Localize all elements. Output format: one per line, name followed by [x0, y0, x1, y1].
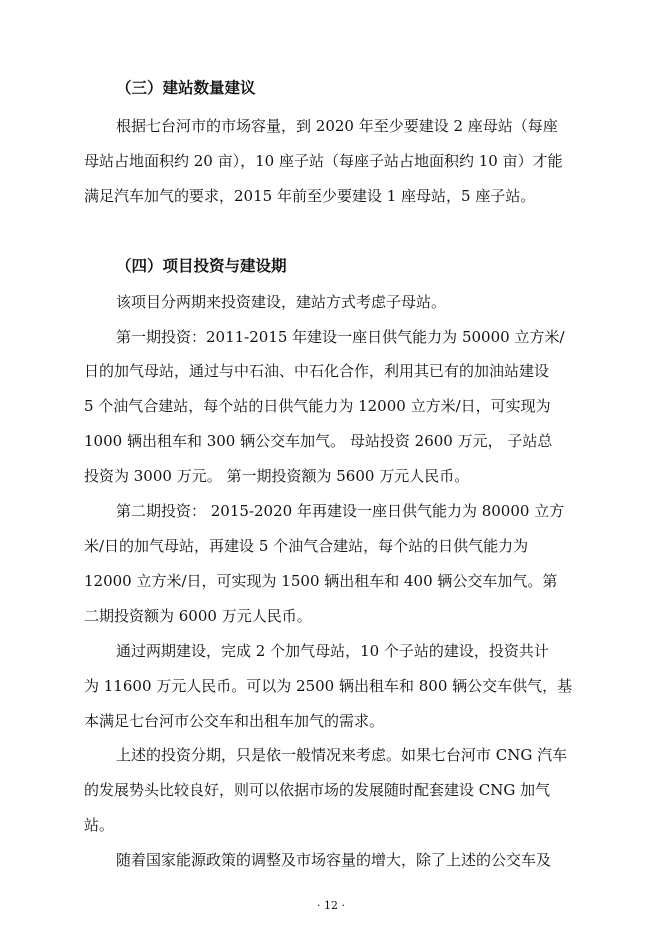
phase-1-paragraph-line: 1000 辆出租车和 300 辆公交车加气。 母站投资 2600 万元， 子站总 — [84, 432, 553, 450]
section-3-paragraph-line: 根据七台河市的市场容量，到 2020 年至少要建设 2 座母站（每座 — [116, 117, 558, 135]
phase-1-paragraph-line: 5 个油气合建站，每个站的日供气能力为 12000 立方米/日，可实现为 — [84, 397, 551, 415]
summary-paragraph-line: 通过两期建设，完成 2 个加气母站，10 个子站的建设，投资共计 — [116, 642, 549, 660]
section-4-heading: （四）项目投资与建设期 — [116, 257, 287, 275]
phase-1-paragraph-line: 投资为 3000 万元。 第一期投资额为 5600 万元人民币。 — [84, 467, 470, 485]
summary-paragraph-line: 为 11600 万元人民币。可以为 2500 辆出租车和 800 辆公交车供气，基 — [84, 677, 573, 695]
phase-1-paragraph-line: 第一期投资：2011-2015 年建设一座日供气能力为 50000 立方米/ — [116, 328, 565, 346]
section-4-intro: 该项目分两期来投资建设，建站方式考虑子母站。 — [116, 293, 447, 311]
section-3-paragraph-line: 母站占地面积约 20 亩），10 座子站（每座子站占地面积约 10 亩）才能 — [84, 152, 563, 170]
note-paragraph-line: 的发展势头比较良好，则可以依据市场的发展随时配套建设 CNG 加气 — [84, 781, 551, 799]
phase-2-paragraph-line: 12000 立方米/日，可实现为 1500 辆出租车和 400 辆公交车加气。第 — [84, 572, 558, 590]
summary-paragraph-line: 本满足七台河市公交车和出租车加气的需求。 — [84, 712, 385, 730]
phase-2-paragraph-line: 米/日的加气母站，再建设 5 个油气合建站，每个站的日供气能力为 — [84, 537, 529, 555]
note-paragraph-line: 站。 — [84, 816, 115, 834]
phase-1-paragraph-line: 日的加气母站，通过与中石油、中石化合作，利用其已有的加油站建设 — [84, 362, 550, 380]
section-3-paragraph-line: 满足汽车加气的要求，2015 年前至少要建设 1 座母站，5 座子站。 — [84, 187, 536, 205]
note-paragraph-line: 上述的投资分期，只是依一般情况来考虑。如果七台河市 CNG 汽车 — [116, 746, 568, 764]
closing-paragraph-line: 随着国家能源政策的调整及市场容量的增大，除了上述的公交车及 — [116, 851, 552, 869]
page-number: · 12 · — [317, 899, 345, 912]
phase-2-paragraph-line: 二期投资额为 6000 万元人民币。 — [84, 607, 312, 625]
phase-2-paragraph-line: 第二期投资： 2015-2020 年再建设一座日供气能力为 80000 立方 — [116, 502, 565, 520]
section-3-heading: （三）建站数量建议 — [116, 79, 256, 97]
